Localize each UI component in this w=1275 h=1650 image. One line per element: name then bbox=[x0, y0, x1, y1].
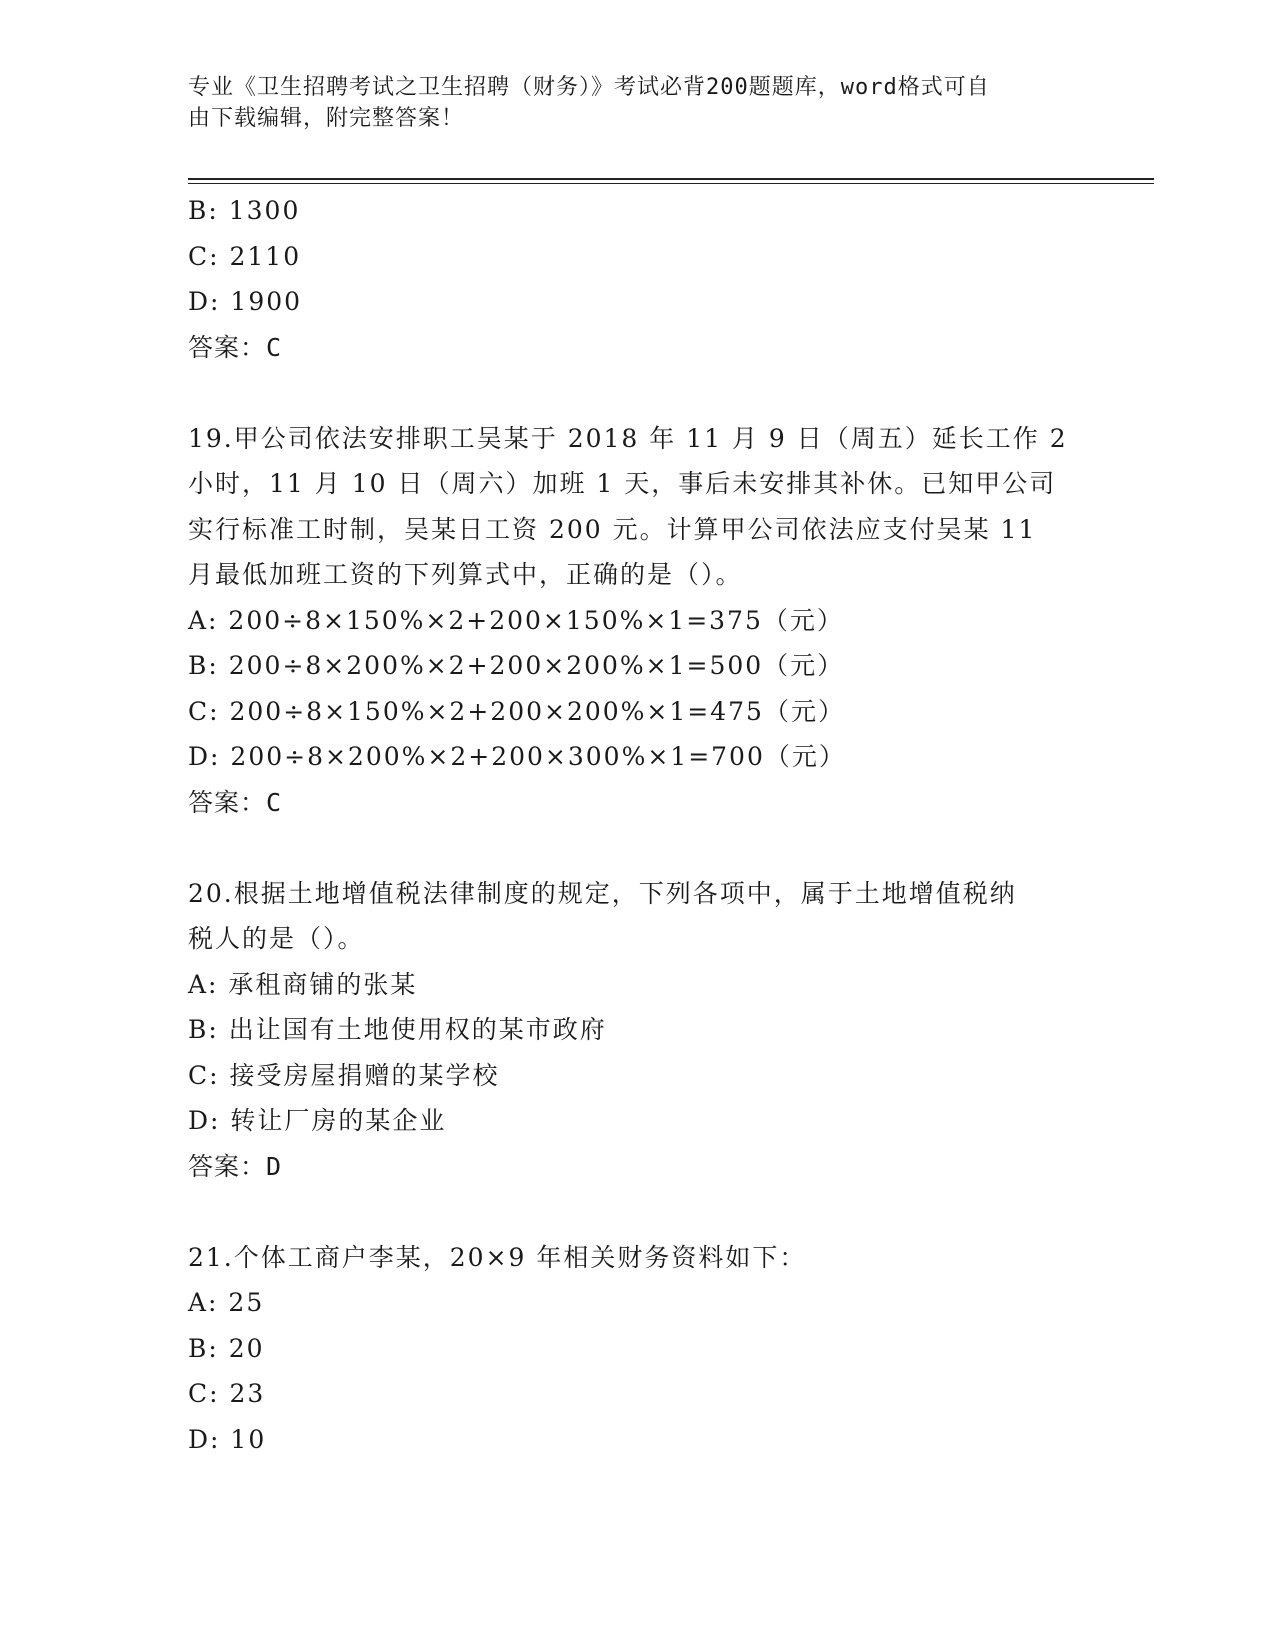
option-a: A: 200÷8×150%×2+200×150%×1=375（元） bbox=[188, 605, 844, 635]
document-header bbox=[188, 72, 1088, 134]
document-body bbox=[188, 188, 1088, 1462]
question-21 bbox=[188, 1235, 1088, 1463]
option-c: C: 2110 bbox=[188, 241, 302, 271]
option-b: B: 20 bbox=[188, 1333, 265, 1363]
question-stem-line: 税人的是（）。 bbox=[188, 924, 365, 953]
question-stem-line: 月最低加班工资的下列算式中，正确的是（）。 bbox=[188, 560, 743, 589]
question-20 bbox=[188, 871, 1088, 1190]
option-d: D: 1900 bbox=[188, 287, 303, 316]
question-stem-line: 20.根据土地增值税法律制度的规定，下列各项中，属于土地增值税纳 bbox=[188, 878, 1017, 908]
question-stem-line: 19.甲公司依法安排职工吴某于 2018 年 11 月 9 日（周五）延长工作 2 bbox=[188, 423, 1068, 453]
option-a: A: 承租商铺的张某 bbox=[188, 969, 418, 999]
option-d: D: 转让厂房的某企业 bbox=[188, 1106, 447, 1135]
option-b: B: 出让国有土地使用权的某市政府 bbox=[188, 1015, 607, 1044]
spacer bbox=[188, 1189, 1088, 1235]
question-stem-line: 小时，11 月 10 日（周六）加班 1 天，事后未安排其补休。已知甲公司 bbox=[188, 469, 1057, 498]
answer-line: 答案：D bbox=[188, 1151, 283, 1181]
spacer bbox=[188, 825, 1088, 871]
option-d: D: 200÷8×200%×2+200×300%×1=700（元） bbox=[188, 742, 846, 771]
question-stem-line: 21.个体工商户李某，20×9 年相关财务资料如下： bbox=[188, 1242, 807, 1272]
option-c: C: 200÷8×150%×2+200×200%×1=475（元） bbox=[188, 696, 845, 726]
header-divider-thin bbox=[188, 183, 1154, 184]
header-line-1: 专业《卫生招聘考试之卫生招聘（财务）》考试必背200题题库，word格式可自 bbox=[188, 75, 990, 100]
option-b: B: 200÷8×200%×2+200×200%×1=500（元） bbox=[188, 651, 845, 680]
spacer bbox=[188, 370, 1088, 416]
question-18 bbox=[188, 188, 1088, 370]
option-b: B: 1300 bbox=[188, 196, 301, 225]
option-c: C: 接受房屋捐赠的某学校 bbox=[188, 1060, 500, 1090]
answer-line: 答案：C bbox=[188, 787, 283, 817]
option-c: C: 23 bbox=[188, 1379, 266, 1408]
answer-line: 答案：C bbox=[188, 332, 283, 362]
option-a: A: 25 bbox=[188, 1288, 265, 1317]
header-line-2: 由下载编辑，附完整答案！ bbox=[188, 106, 465, 131]
header-divider bbox=[188, 178, 1154, 180]
option-d: D: 10 bbox=[188, 1424, 267, 1454]
question-19 bbox=[188, 416, 1088, 826]
question-stem-line: 实行标准工时制，吴某日工资 200 元。计算甲公司依法应支付吴某 11 bbox=[188, 514, 1037, 544]
